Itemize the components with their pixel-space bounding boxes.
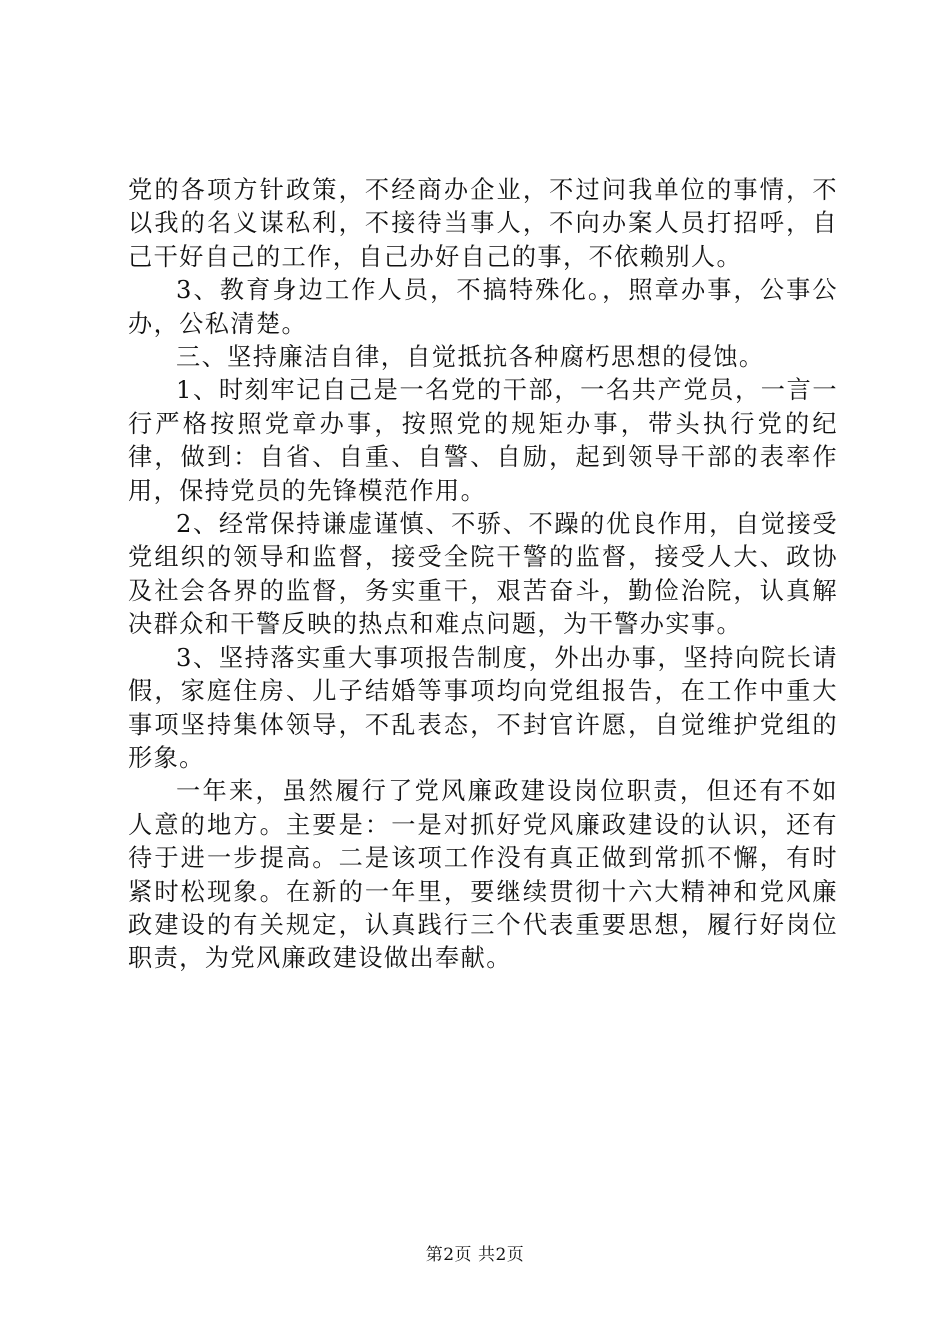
paragraph-item-3-staff: 3、教育身边工作人员，不搞特殊化。，照章办事，公事公办，公私清楚。 (128, 276, 838, 338)
paragraph-item-3-reporting: 3、坚持落实重大事项报告制度，外出办事，坚持向院长请假，家庭住房、儿子结婚等事项均向党组报告，在工作中重大事项坚持集体领导，不乱表态，不封官许愿，自觉维护党组的形象。 (128, 643, 838, 772)
paragraph-summary: 一年来，虽然履行了党风廉政建设岗位职责，但还有不如人意的地方。主要是：一是对抓好党风廉政建设的认识，还有待于进一步提高。二是该项工作没有真正做到常抓不懈，有时紧时松现象。在新的一年里，要继续贯彻十六大精神和党风廉政建设的有关规定，认真践行三个代表重要思想，履行好岗位职责，为党风廉政建设做出奉献。 (128, 777, 838, 973)
section-heading-3: 三、坚持廉洁自律，自觉抵抗各种腐朽思想的侵蚀。 (176, 343, 765, 372)
document-body (128, 174, 838, 976)
paragraph-item-2-supervision: 2、经常保持谦虚谨慎、不骄、不躁的优良作用，自觉接受党组织的领导和监督，接受全院干警的监督，接受人大、政协及社会各界的监督，务实重干，艰苦奋斗，勤俭治院，认真解决群众和干警反映的热点和难点问题，为干警办实事。 (128, 510, 838, 639)
paragraph-item-1-party-member: 1、时刻牢记自己是一名党的干部，一名共产党员，一言一行严格按照党章办事，按照党的规矩办事，带头执行党的纪律，做到：自省、自重、自警、自励，起到领导干部的表率作用，保持党员的先锋模范作用。 (128, 376, 838, 505)
page-number-footer: 第2页 共2页 (425, 1245, 525, 1265)
paragraph-continuation: 党的各项方针政策，不经商办企业，不过问我单位的事情，不以我的名义谋私利，不接待当事人，不向办案人员打招呼，自己干好自己的工作，自己办好自己的事，不依赖别人。 (128, 176, 838, 271)
